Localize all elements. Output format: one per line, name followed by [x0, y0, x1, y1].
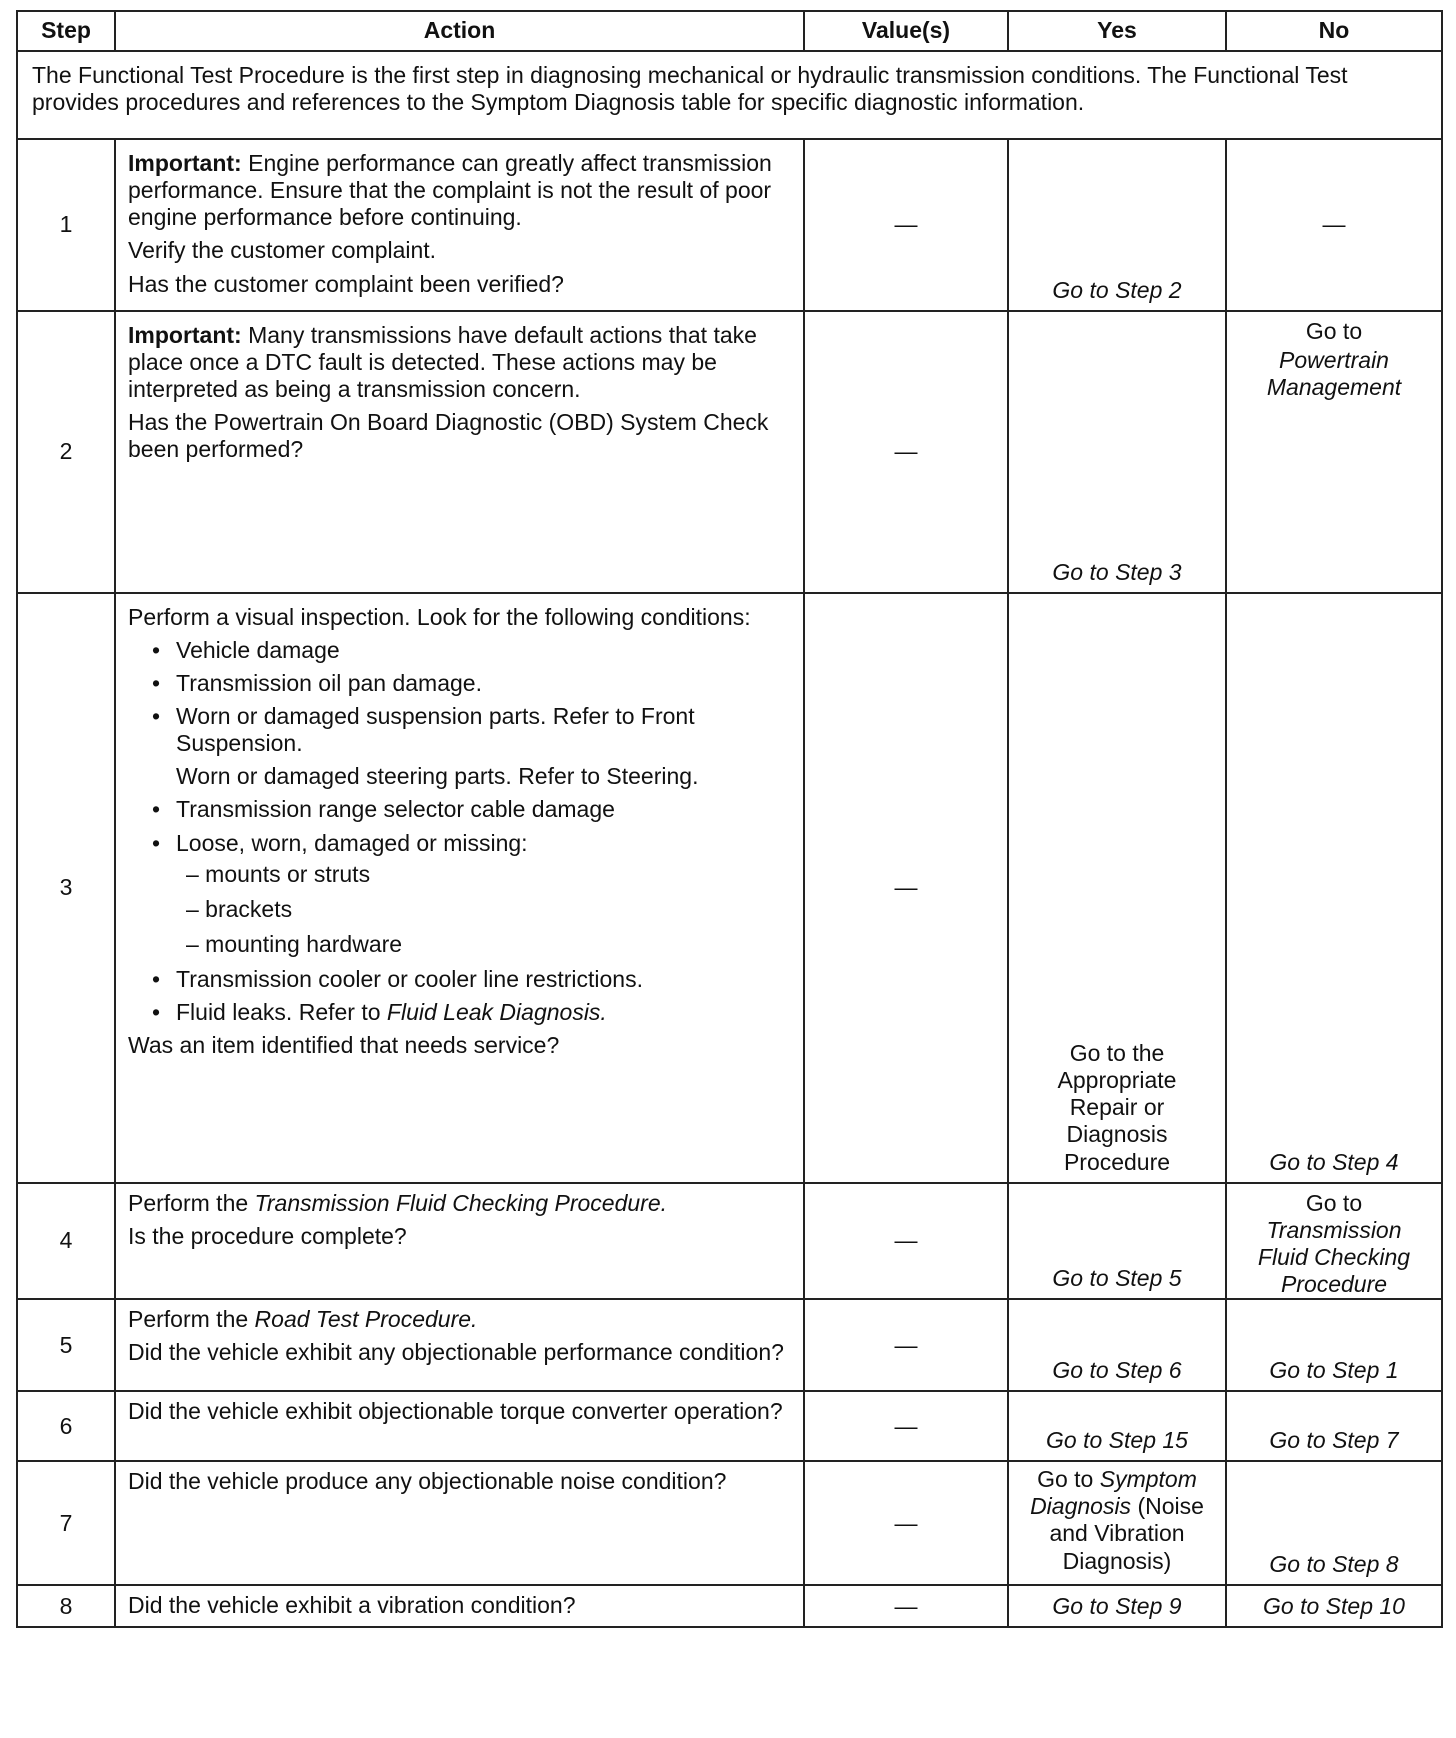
important-label: Important:: [128, 321, 242, 348]
list-item: • Transmission cooler or cooler line restrictions.: [152, 966, 643, 992]
yes-cell: [1008, 1183, 1226, 1300]
table-row: [17, 311, 1442, 593]
no-link: Go to Step 4: [1269, 1148, 1399, 1175]
list-item: • Vehicle damage: [152, 636, 340, 663]
header-step: Step: [17, 11, 115, 51]
yes-link: Go to Step 5: [1052, 1265, 1182, 1291]
step-number: 4: [17, 1183, 115, 1300]
list-item: • Transmission range selector cable damage: [152, 796, 615, 823]
list-item-text: Worn or damaged steering parts. Refer to Steering.: [176, 763, 699, 790]
yes-cell: [1008, 139, 1226, 311]
table-row: [17, 1461, 1442, 1585]
yes-note: (Noise and Vibration Diagnosis): [1049, 1493, 1204, 1574]
list-item-text: Transmission cooler or cooler line restrictions.: [176, 966, 643, 992]
list-item: • Transmission oil pan damage.: [152, 669, 482, 696]
action-cell: [115, 1183, 804, 1300]
action-question: Was an item identified that needs service?: [128, 1032, 560, 1059]
no-cell: [1226, 593, 1442, 1183]
important-text: Engine performance can greatly affect transmission performance. Ensure that the complaint is not the result of poor engine performance before continuing.: [128, 150, 772, 231]
diagnostic-table-page: [16, 10, 1441, 1628]
yes-link: Go to Step 15: [1046, 1427, 1188, 1453]
important-text: Many transmissions have default actions that take place once a DTC fault is detected. These actions may be interpreted as being a transmission concern.: [128, 321, 757, 402]
important-note: [128, 322, 793, 403]
list-item-text: Loose, worn, damaged or missing:: [176, 829, 528, 856]
sub-list-item: – mounts or struts: [186, 860, 371, 887]
no-link: Powertrain Management: [1266, 346, 1402, 400]
step-number: 7: [17, 1461, 115, 1585]
action-intro: Perform a visual inspection. Look for the following conditions:: [128, 603, 751, 630]
action-question: Has the customer complaint been verified?: [128, 270, 564, 297]
table-row: [17, 1391, 1442, 1461]
action-cell: [115, 593, 804, 1183]
action-ref: Road Test Procedure.: [254, 1306, 478, 1333]
no-cell: [1226, 311, 1442, 593]
value-cell: —: [804, 1461, 1008, 1585]
step-number: 1: [17, 139, 115, 311]
step-number: 6: [17, 1391, 115, 1461]
yes-link: Go to Step 9: [1008, 1585, 1226, 1627]
sub-list-item: – mounting hardware: [186, 930, 403, 957]
action-ref: Transmission Fluid Checking Procedure.: [254, 1189, 668, 1216]
action-cell: [115, 1299, 804, 1391]
list-item-text: Worn or damaged suspension parts. Refer to Front Suspension.: [176, 703, 695, 757]
important-note: [128, 150, 793, 231]
action-pre: Perform the: [128, 1306, 255, 1333]
yes-link: Go to Step 3: [1052, 558, 1182, 585]
no-link: Go to Step 1: [1269, 1357, 1399, 1383]
list-item-sub: [152, 763, 793, 790]
action-pre: Perform the: [128, 1189, 255, 1216]
value-cell: —: [804, 593, 1008, 1183]
no-cell: [1226, 1391, 1442, 1461]
header-yes: Yes: [1008, 11, 1226, 51]
list-item: • Fluid leaks. Refer to Fluid Leak Diagnosis.: [152, 999, 607, 1026]
yes-link: Go to the Appropriate Repair or Diagnosis Procedure: [1057, 1040, 1177, 1175]
important-label: Important:: [128, 150, 242, 176]
yes-link: Go to Step 6: [1052, 1357, 1182, 1383]
step-number: 2: [17, 311, 115, 593]
yes-go-to: Go to: [1037, 1466, 1100, 1493]
no-go-to: Go to: [1305, 1189, 1363, 1216]
sub-list: [176, 861, 793, 958]
no-link: Go to Step 8: [1269, 1551, 1399, 1577]
action-line: [128, 1190, 793, 1217]
no-cell: —: [1226, 139, 1442, 311]
action-cell: [115, 1461, 804, 1585]
step-number: 5: [17, 1299, 115, 1391]
action-cell: [115, 1585, 804, 1627]
list-item-text: Vehicle damage: [176, 636, 340, 663]
no-cell: [1226, 1299, 1442, 1391]
action-cell: [115, 139, 804, 311]
table-row: [17, 1585, 1442, 1627]
action-question: Did the vehicle produce any objectionable noise condition?: [128, 1468, 727, 1495]
action-question: Did the vehicle exhibit a vibration condition?: [128, 1592, 576, 1619]
step-number: 3: [17, 593, 115, 1183]
header-no: No: [1226, 11, 1442, 51]
condition-list: [128, 637, 793, 1027]
header-values: Value(s): [804, 11, 1008, 51]
no-cell: [1226, 1461, 1442, 1585]
list-item-ref: Fluid Leak Diagnosis.: [386, 999, 607, 1026]
yes-cell: [1008, 1299, 1226, 1391]
value-cell: —: [804, 1299, 1008, 1391]
action-question: Has the Powertrain On Board Diagnostic (OBD) System Check been performed?: [128, 409, 769, 463]
table-row: [17, 139, 1442, 311]
functional-test-table: [16, 10, 1443, 1628]
yes-link: Symptom Diagnosis: [1030, 1466, 1197, 1520]
action-question: Is the procedure complete?: [128, 1222, 407, 1249]
list-item-text: Transmission oil pan damage.: [176, 669, 482, 696]
value-cell: —: [804, 1585, 1008, 1627]
yes-cell: [1008, 593, 1226, 1183]
action-question: Did the vehicle exhibit objectionable torque converter operation?: [128, 1398, 783, 1425]
step-number: 8: [17, 1585, 115, 1627]
table-row: [17, 1299, 1442, 1391]
action-question: Did the vehicle exhibit any objectionable performance condition?: [128, 1339, 784, 1366]
yes-cell: [1008, 1391, 1226, 1461]
value-cell: —: [804, 139, 1008, 311]
list-item-text: Transmission range selector cable damage: [176, 796, 615, 823]
header-action: Action: [115, 11, 804, 51]
yes-cell: [1008, 1461, 1226, 1585]
no-link: Transmission Fluid Checking Procedure: [1257, 1216, 1411, 1297]
yes-cell: [1008, 311, 1226, 593]
intro-row: [17, 51, 1442, 139]
action-cell: [115, 1391, 804, 1461]
list-item-text: Fluid leaks. Refer to: [176, 999, 387, 1026]
action-cell: [115, 311, 804, 593]
value-cell: —: [804, 311, 1008, 593]
action-line: [128, 1306, 793, 1333]
value-cell: —: [804, 1183, 1008, 1300]
table-row: [17, 593, 1442, 1183]
yes-link: Go to Step 2: [1052, 276, 1182, 303]
no-go-to: Go to: [1305, 317, 1363, 344]
intro-text: The Functional Test Procedure is the first step in diagnosing mechanical or hydraulic transmission conditions. The Functional Test provides procedures and references to the Symptom Diagnosis table for specific diagnostic information.: [17, 51, 1442, 139]
sub-list-item: – brackets: [186, 895, 293, 922]
value-cell: —: [804, 1391, 1008, 1461]
action-line: Verify the customer complaint.: [128, 237, 437, 264]
no-link: Go to Step 7: [1269, 1427, 1399, 1453]
no-link: Go to Step 10: [1226, 1585, 1442, 1627]
no-cell: [1226, 1183, 1442, 1300]
list-item: • Loose, worn, damaged or missing: – mounts or struts – brackets – mounting hardware: [152, 830, 793, 959]
table-row: [17, 1183, 1442, 1300]
header-row: [17, 11, 1442, 51]
list-item: • Worn or damaged suspension parts. Refer to Front Suspension.: [152, 703, 695, 757]
